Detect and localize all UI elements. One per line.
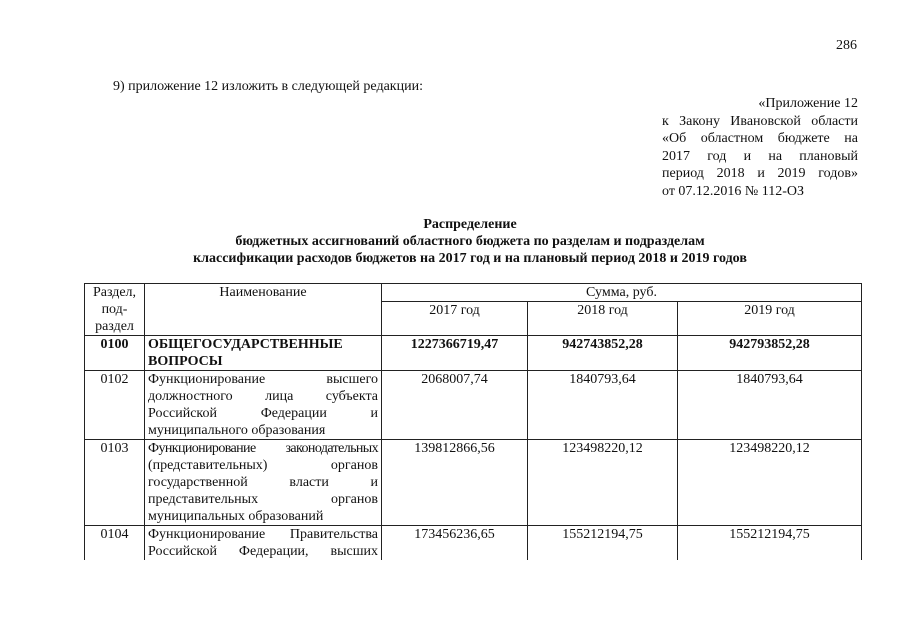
table-row (85, 336, 862, 371)
row-value-2019: 1840793,64 (678, 371, 862, 440)
row-name (145, 526, 382, 561)
row-code: 0104 (85, 526, 145, 561)
row-value-2018: 942743852,28 (528, 336, 678, 371)
row-value-2018: 155212194,75 (528, 526, 678, 561)
row-name-line: должностного лица субъекта (148, 389, 378, 404)
row-name (145, 440, 382, 526)
table-row (85, 526, 862, 561)
row-name-line: Функционирование Правительства (148, 527, 378, 542)
header-code-line: Раздел, (92, 285, 137, 300)
table-row (85, 371, 862, 440)
row-name-line: муниципального образования (148, 423, 326, 438)
row-name-line: ОБЩЕГОСУДАРСТВЕННЫЕ (148, 337, 343, 352)
header-code-line: раздел (95, 319, 134, 334)
row-code: 0103 (85, 440, 145, 526)
table-header-row (85, 284, 862, 302)
row-code: 0100 (85, 336, 145, 371)
page-number: 286 (836, 38, 857, 53)
row-value-2018: 1840793,64 (528, 371, 678, 440)
document-heading (90, 216, 850, 267)
table-row (85, 440, 862, 526)
row-value-2019: 155212194,75 (678, 526, 862, 561)
budget-table (84, 283, 862, 560)
header-year-2018: 2018 год (528, 302, 678, 336)
header-sum: Сумма, руб. (382, 284, 862, 302)
row-name-line: государственной власти и (148, 475, 378, 490)
heading-title: Распределение (423, 217, 517, 232)
header-year-2019: 2019 год (678, 302, 862, 336)
row-name (145, 336, 382, 371)
heading-subtitle: бюджетных ассигнований областного бюджета по разделам и подразделам (235, 234, 705, 249)
amendment-intro: 9) приложение 12 изложить в следующей редакции: (113, 79, 423, 94)
row-value-2019: 942793852,28 (678, 336, 862, 371)
appendix-line: период 2018 и 2019 годов» (662, 166, 858, 181)
appendix-line: «Приложение 12 (758, 96, 858, 111)
row-name-line: Функционирование законодательных (148, 441, 378, 456)
appendix-line: 2017 год и на плановый (662, 148, 858, 164)
row-value-2019: 123498220,12 (678, 440, 862, 526)
row-value-2018: 123498220,12 (528, 440, 678, 526)
header-code-line: под- (101, 302, 128, 317)
row-name (145, 371, 382, 440)
appendix-reference (662, 95, 858, 200)
header-year-2017: 2017 год (382, 302, 528, 336)
appendix-line: к Закону Ивановской области (662, 113, 858, 129)
heading-subtitle: классификации расходов бюджетов на 2017 год и на плановый период 2018 и 2019 годов (193, 251, 747, 266)
row-name-line: Российской Федерации, высших (148, 544, 378, 559)
row-name-line: муниципальных образований (148, 509, 324, 524)
appendix-line: «Об областном бюджете на (662, 131, 858, 146)
row-value-2017: 173456236,65 (382, 526, 528, 561)
row-name-line: (представительных) органов (148, 458, 378, 473)
row-value-2017: 1227366719,47 (382, 336, 528, 371)
row-code: 0102 (85, 371, 145, 440)
row-name-line: Российской Федерации и (148, 406, 378, 421)
row-name-line: ВОПРОСЫ (148, 354, 223, 369)
appendix-line: от 07.12.2016 № 112-ОЗ (662, 183, 805, 199)
row-value-2017: 2068007,74 (382, 371, 528, 440)
row-value-2017: 139812866,56 (382, 440, 528, 526)
header-code (85, 284, 145, 336)
row-name-line: Функционирование высшего (148, 372, 378, 387)
row-name-line: представительных органов (148, 492, 378, 507)
header-name: Наименование (145, 284, 382, 336)
